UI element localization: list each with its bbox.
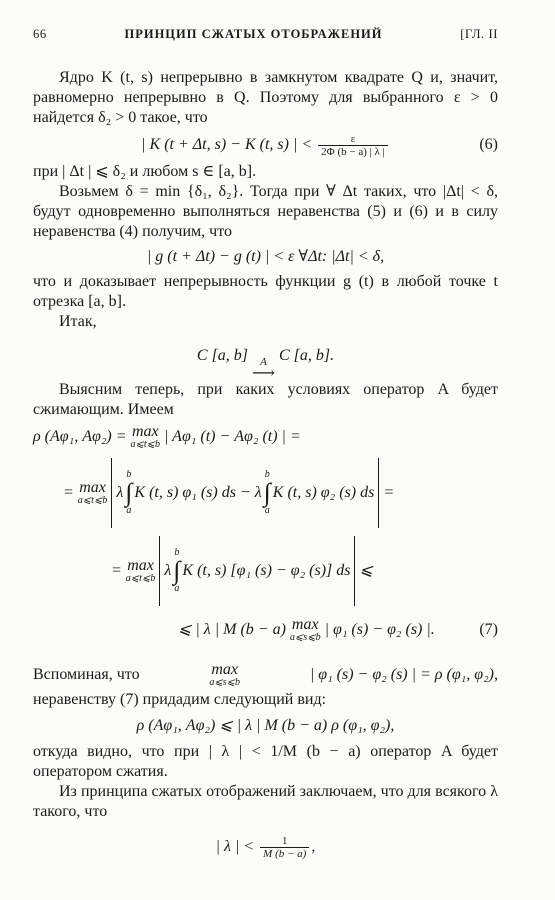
rho2-max: [78, 480, 108, 506]
equation-6-lhs: | K (t + Δt, s) − K (t, s) | <: [141, 136, 313, 153]
rho2-int1-upper: b: [126, 469, 132, 480]
running-header: [33, 24, 498, 44]
rho3-abs-right: [354, 536, 355, 606]
rho2-int1-lower: a: [126, 505, 132, 516]
lambda-denominator: M (b − a): [260, 847, 309, 860]
rho1-max: [131, 424, 161, 450]
rho2-lambda: λ: [116, 484, 124, 501]
mapping-left: C [a, b]: [196, 347, 249, 364]
rho3-lambda: λ: [164, 562, 172, 579]
equation-7: [33, 610, 498, 650]
mapping-right: C [a, b].: [278, 347, 335, 364]
chapter-ref: [ГЛ. II: [460, 27, 498, 41]
rho3-abs-left: [159, 536, 160, 606]
recall-text: Вспоминая, что: [33, 666, 140, 683]
paragraph-recall: [33, 660, 498, 690]
rho3-end: ⩽: [359, 562, 373, 579]
page-number: 66: [33, 27, 47, 41]
eq7-max-label: max: [291, 616, 319, 633]
paragraph-contraction: Выясним теперь, при каких условиях оператор A будет сжимающим. Имеем: [33, 381, 498, 418]
equation-mapping: [33, 332, 498, 382]
rho2-abs-right: [378, 458, 379, 528]
equation-6-label: (6): [479, 136, 498, 153]
paragraph-continuity: что и доказывает непрерывность функции g (t) в любой точке t отрезка [a, b].: [33, 273, 498, 310]
rho1-max-sub: a⩽t⩽b: [130, 439, 161, 450]
paragraph-contraction-condition: откуда видно, что при | λ | < 1/M (b − a) оператор A будет оператором сжатия.: [33, 743, 498, 780]
equation-6-numerator: ε: [350, 132, 356, 145]
rho3-max-sub: a⩽t⩽b: [125, 573, 156, 584]
paragraph-itak: Итак,: [59, 313, 97, 330]
rho1-lhs: ρ (Aφ₁, Aφ₂) =: [33, 428, 127, 445]
equation-rho-1: [33, 420, 498, 454]
rho3-max: [126, 558, 156, 584]
eq7-rhs: | φ₁ (s) − φ₂ (s) |.: [324, 621, 435, 638]
equation-lambda: [33, 822, 498, 872]
paragraph-give-form: неравенству (7) придадим следующий вид:: [33, 691, 327, 708]
paragraph-delta: Возьмем δ = min {δ₁, δ₂}. Тогда при ∀ Δt таких, что |Δt| < δ, будут одновременно выполняться неравенства (5) и (6) и в силу неравенства (4) получим, что: [33, 183, 498, 240]
recall-max-label: max: [211, 661, 239, 678]
rho2-term-2: K (t, s) φ₂ (s) ds: [272, 484, 375, 501]
rho2-term-1: K (t, s) φ₁ (s) ds − λ: [134, 484, 262, 501]
rho2-end: =: [383, 484, 395, 501]
rho3-int-upper: b: [174, 547, 180, 558]
recall-max-sub: a⩽s⩽b: [209, 677, 241, 688]
rho3-max-label: max: [127, 557, 154, 574]
lambda-tail: ,: [311, 838, 316, 855]
equation-rho-3: [33, 532, 498, 610]
lambda-numerator: 1: [282, 834, 288, 847]
lambda-fraction: [260, 835, 309, 860]
equation-final: ρ (Aφ₁, Aφ₂) ⩽ | λ | M (b − a) ρ (φ₁, φ₂),: [136, 717, 395, 734]
eq7-max-sub: a⩽s⩽b: [289, 632, 321, 643]
equation-rho-2: [33, 454, 498, 532]
rho2-max-sub: a⩽t⩽b: [77, 495, 108, 506]
eq7-max: [290, 617, 321, 643]
rho2-abs-left: [111, 458, 112, 528]
rho2-max-label: max: [79, 479, 106, 496]
rho2-int2-lower: a: [264, 505, 270, 516]
rho2-int2-upper: b: [264, 469, 270, 480]
rho3-int-lower: a: [174, 583, 180, 594]
running-title: ПРИНЦИП СЖАТЫХ ОТОБРАЖЕНИЙ: [124, 27, 383, 41]
rho1-rhs: | Aφ₁ (t) − Aφ₂ (t) | =: [164, 428, 301, 445]
rho3-term: K (t, s) [φ₁ (s) − φ₂ (s)] ds: [182, 562, 351, 579]
equation-6-denominator: 2Φ (b − a) | λ |: [318, 145, 388, 158]
equation-6-fraction: [318, 133, 388, 158]
rho3-integral: b ∫ a: [173, 547, 181, 594]
equation-6: [33, 128, 498, 162]
rho2-integral-1: b ∫ a: [125, 469, 133, 516]
paragraph-condition: при | Δt | ⩽ δ₂ и любом s ∈ [a, b].: [33, 163, 257, 180]
book-page: [33, 24, 498, 872]
recall-formula: | φ₁ (s) − φ₂ (s) | = ρ (φ₁, φ₂),: [309, 666, 498, 683]
mapping-arrow: A ⟶: [252, 356, 275, 382]
mapping-operator: A: [260, 356, 267, 368]
equation-g: | g (t + Δt) − g (t) | < ε ∀Δt: |Δt| < δ,: [146, 248, 385, 265]
eq7-lhs: ⩽ | λ | M (b − a): [178, 621, 286, 638]
paragraph-kernel: Ядро K (t, s) непрерывно в замкнутом квадрате Q и, значит, равномерно непрерывно в Q. Поэтому для выбранного ε > 0 найдется δ₂ > 0 такое, что: [33, 69, 498, 126]
lambda-lhs: | λ | <: [215, 838, 255, 855]
recall-max: [209, 662, 240, 688]
rho2-integral-2: b ∫ a: [263, 469, 271, 516]
rho2-lead: =: [63, 484, 74, 501]
paragraph-conclusion: Из принципа сжатых отображений заключаем, что для всякого λ такого, что: [33, 783, 498, 820]
rho1-max-label: max: [131, 423, 159, 440]
equation-7-label: (7): [479, 621, 498, 638]
rho3-lead: =: [111, 562, 122, 579]
